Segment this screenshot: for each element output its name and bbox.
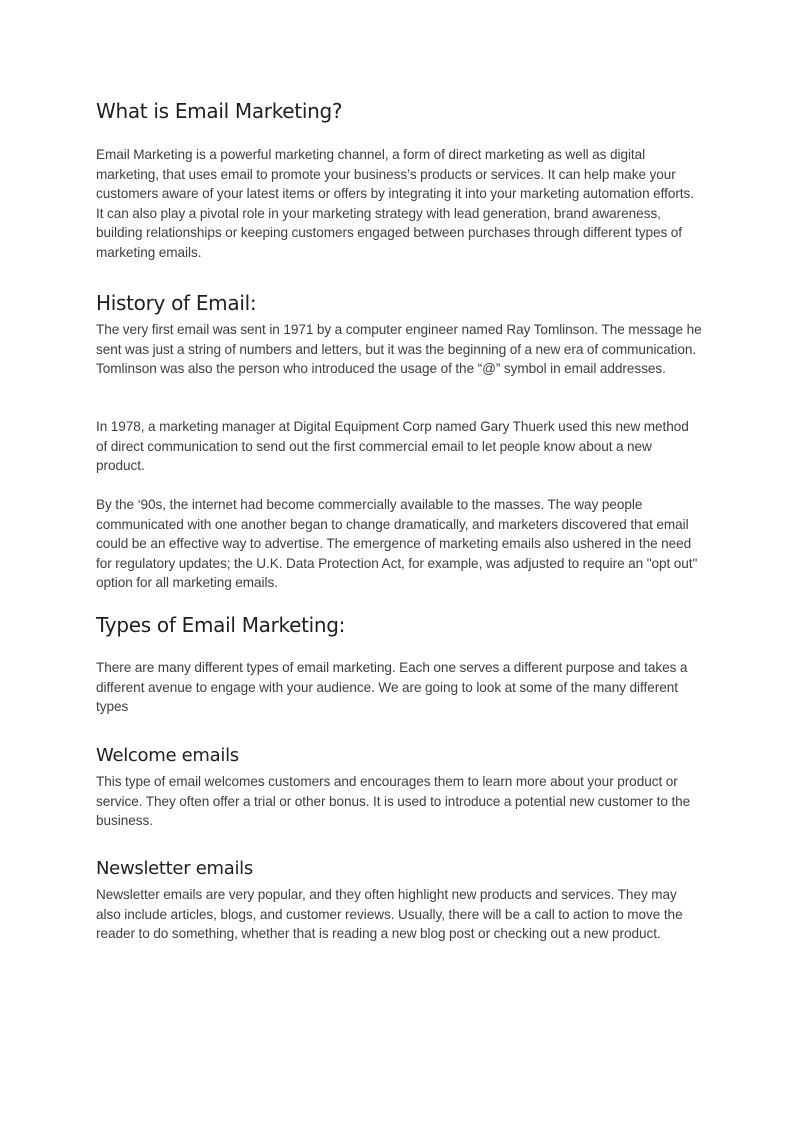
paragraph-history-1: The very first email was sent in 1971 by a computer engineer named Ray Tomlinson. The message he sent was just a string of numbers and letters, but it was the beginning of a new era of communication. Tomlinson was also the person who introduced the usage of the “@” symbol in email addresses. (96, 322, 702, 377)
paragraph-types-of-email-marketing: There are many different types of email marketing. Each one serves a different purpose and takes a different avenue to engage with your audience. We are going to look at some of the many different types (96, 660, 688, 715)
paragraph-what-is-email-marketing: Email Marketing is a powerful marketing channel, a form of direct marketing as well as digital marketing, that uses email to promote your business’s products or services. It can help make your customers aware of your latest items or offers by integrating it into your marketing automation efforts. It can also play a pivotal role in your marketing strategy with lead generation, brand awareness, building relationships or keeping customers engaged between purchases through different types of marketing emails. (96, 147, 695, 260)
heading-welcome-emails: Welcome emails (96, 745, 239, 766)
heading-history-of-email: History of Email: (96, 291, 257, 315)
paragraph-welcome-emails: This type of email welcomes customers and encourages them to learn more about your product or service. They often offer a trial or other bonus. It is used to introduce a potential new customer to the business. (96, 774, 691, 829)
heading-types-of-email-marketing: Types of Email Marketing: (96, 613, 346, 637)
heading-what-is-email-marketing: What is Email Marketing? (96, 99, 343, 123)
paragraph-history-3: By the ‘90s, the internet had become commercially available to the masses. The way people communicated with one another began to change dramatically, and marketers discovered that email could be an effective way to advertise. The emergence of marketing emails also ushered in the need for regulatory updates; the U.K. Data Protection Act, for example, was adjusted to require an "opt out" option for all marketing emails. (96, 497, 698, 591)
heading-newsletter-emails: Newsletter emails (96, 858, 253, 879)
paragraph-newsletter-emails: Newsletter emails are very popular, and they often highlight new products and services. They may also include articles, blogs, and customer reviews. Usually, there will be a call to action to move the reader to do something, whether that is reading a new blog post or checking out a new product. (96, 887, 683, 942)
paragraph-history-2: In 1978, a marketing manager at Digital Equipment Corp named Gary Thuerk used this new method of direct communication to send out the first commercial email to let people know about a new product. (96, 419, 689, 474)
